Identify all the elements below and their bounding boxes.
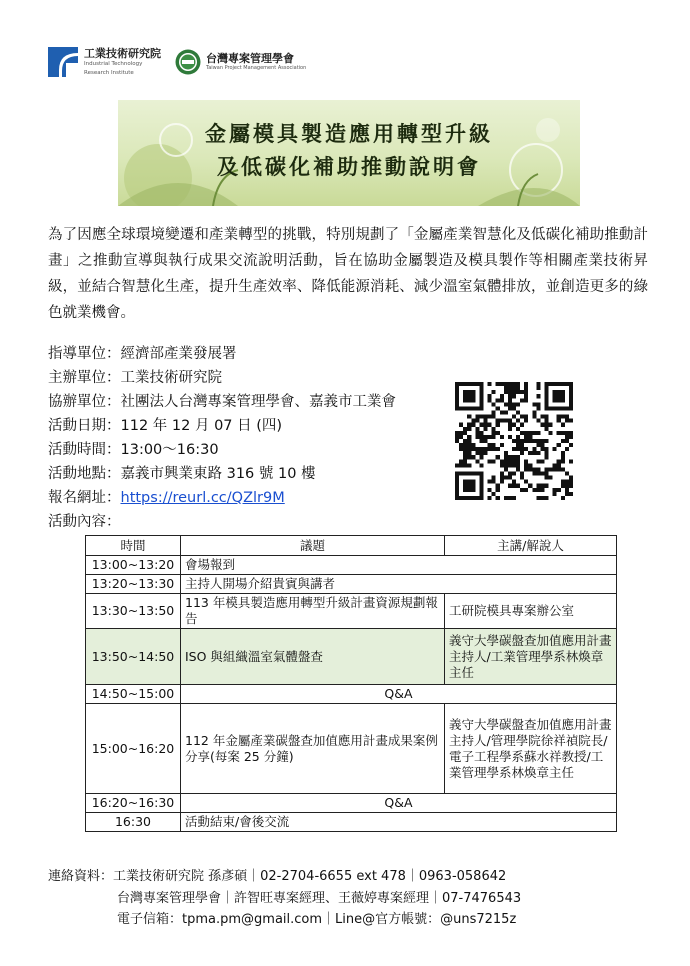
table-row [86, 556, 617, 575]
itri-en-1: Industrial Technology [84, 60, 143, 67]
co-organizer: 協辦單位：社團法人台灣專案管理學會、嘉義市工業會 [48, 394, 396, 410]
banner-title-line2: 及低碳化補助推動說明會 [217, 155, 481, 179]
row-time: 16:20~16:30 [86, 794, 181, 813]
tpma-logo [175, 49, 306, 75]
table-row [86, 685, 617, 704]
registration [48, 486, 396, 510]
contact-line-2: 台灣專案管理學會｜許智旺專案經理、王薇婷專案經理｜07-7476543 [117, 890, 522, 906]
row-topic: 112 年金屬產業碳盤查加值應用計畫成果案例分享(每案 25 分鐘) [181, 704, 445, 794]
row-topic: 會場報到 [181, 556, 617, 575]
row-time: 15:00~16:20 [86, 704, 181, 794]
row-speaker: 義守大學碳盤查加值應用計畫主持人/工業管理學系林煥章主任 [445, 629, 617, 685]
table-row [86, 813, 617, 832]
registration-link[interactable]: https://reurl.cc/QZlr9M [120, 490, 285, 506]
row-time: 13:50~14:50 [86, 629, 181, 685]
itri-logo [48, 47, 161, 77]
table-row [86, 594, 617, 629]
row-speaker: 工研院模具專案辦公室 [445, 594, 617, 629]
row-topic: Q&A [181, 794, 617, 813]
row-topic: Q&A [181, 685, 617, 704]
banner-title-line1: 金屬模具製造應用轉型升級 [205, 122, 493, 146]
contact-line-1: 連絡資料：工業技術研究院 孫彥碩｜02-2704-6655 ext 478｜0963-058642 [48, 869, 507, 884]
schedule-header-row [86, 536, 617, 556]
content-label: 活動內容： [48, 514, 121, 530]
tpma-en: Taiwan Project Management Association [206, 65, 307, 71]
event-banner [118, 100, 580, 206]
table-row [86, 575, 617, 594]
intro-paragraph: 為了因應全球環境變遷和產業轉型的挑戰，特別規劃了「金屬產業智慧化及低碳化補助推動計畫」之推動宣導與執行成果交流說明活動，旨在協助金屬製造及模具製作等相關產業技術昇級，並結合智慧化生產，提升生產效率、降低能源消耗、減少溫室氣體排放，並創造更多的綠色就業機會。 [48, 227, 648, 321]
itri-name: 工業技術研究院 [84, 46, 161, 60]
row-speaker: 義守大學碳盤查加值應用計畫主持人/管理學院徐祥禎院長/電子工程學系蘇水祥教授/工業管理學系林煥章主任 [445, 704, 617, 794]
event-info [48, 342, 396, 534]
row-time: 13:20~13:30 [86, 575, 181, 594]
row-topic: 主持人開場介紹貴賓與講者 [181, 575, 617, 594]
row-topic: 活動結束/會後交流 [181, 813, 617, 832]
row-time: 16:30 [86, 813, 181, 832]
itri-icon [48, 47, 78, 77]
header-topic: 議題 [181, 536, 445, 556]
row-time: 13:00~13:20 [86, 556, 181, 575]
tpma-icon [175, 49, 201, 75]
event-time: 活動時間：13:00～16:30 [48, 442, 219, 458]
contact-info [48, 866, 521, 931]
schedule-table [85, 535, 617, 832]
row-topic: 113 年模具製造應用轉型升級計畫資源規劃報告 [181, 594, 445, 629]
organizer: 主辦單位：工業技術研究院 [48, 370, 222, 386]
row-time: 13:30~13:50 [86, 594, 181, 629]
header-logos [48, 42, 306, 82]
guidance-unit: 指導單位：經濟部產業發展署 [48, 346, 237, 362]
row-time: 14:50~15:00 [86, 685, 181, 704]
table-row [86, 629, 617, 685]
table-row [86, 794, 617, 813]
table-row [86, 704, 617, 794]
row-topic: ISO 與組織溫室氣體盤查 [181, 629, 445, 685]
header-speaker: 主講/解說人 [445, 536, 617, 556]
registration-qr-code[interactable] [455, 382, 573, 500]
itri-en-2: Research Institute [84, 69, 134, 76]
registration-label: 報名網址： [48, 490, 121, 506]
header-time: 時間 [86, 536, 181, 556]
tpma-name: 台灣專案管理學會 [206, 52, 294, 65]
event-date: 活動日期：112 年 12 月 07 日 (四) [48, 418, 283, 434]
banner-title [118, 118, 580, 184]
event-location: 活動地點：嘉義市興業東路 316 號 10 樓 [48, 466, 316, 482]
contact-line-3: 電子信箱：tpma.pm@gmail.com｜Line@官方帳號：@uns7215z [117, 912, 517, 927]
